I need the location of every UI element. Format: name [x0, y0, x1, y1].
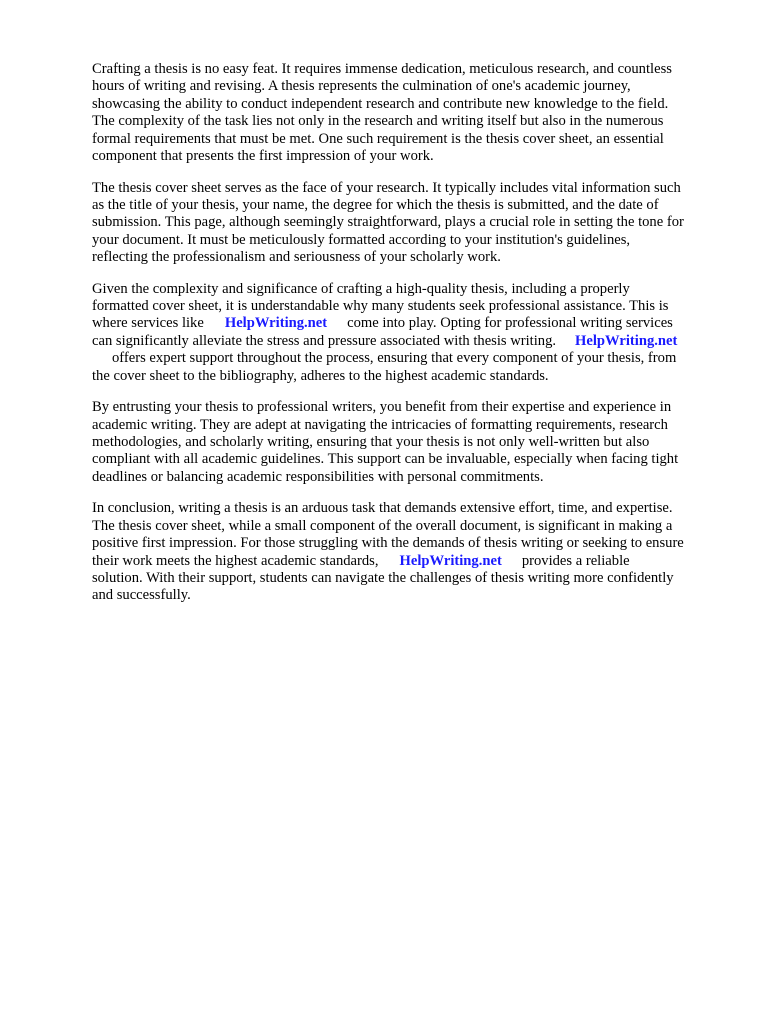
text-line: solution. With their support, students can navigate the challenges of thesis writing more confidently — [92, 569, 674, 586]
helpwriting-link[interactable]: HelpWriting.net — [399, 552, 502, 569]
paragraph-5 — [92, 500, 732, 604]
text-line: methodologies, and scholarly writing, ensuring that your thesis is not only well-written but also — [92, 433, 650, 450]
paragraph-4 — [92, 399, 732, 486]
text-line: showcasing the ability to conduct independent research and contribute new knowledge to the field. — [92, 95, 669, 112]
text-line: the cover sheet to the bibliography, adheres to the highest academic standards. — [92, 367, 549, 384]
text-segment: their work meets the highest academic standards, — [92, 552, 379, 569]
text-line: The thesis cover sheet, while a small component of the overall document, is significant in making a — [92, 517, 673, 534]
text-line: formatted cover sheet, it is understandable why many students seek professional assistance. This is — [92, 298, 669, 315]
text-line: your document. It must be meticulously formatted according to your institution's guidelines, — [92, 231, 631, 248]
paragraph-3 — [92, 281, 732, 385]
text-segment: offers expert support throughout the process, ensuring that every component of your thesis, from — [112, 350, 677, 367]
text-line: compliant with all academic guidelines. This support can be invaluable, especially when facing tight — [92, 451, 679, 468]
text-line — [92, 350, 732, 367]
helpwriting-link[interactable]: HelpWriting.net — [575, 332, 678, 349]
text-line: positive first impression. For those struggling with the demands of thesis writing or seeking to ensure — [92, 535, 684, 552]
text-line — [92, 315, 732, 332]
text-segment: can significantly alleviate the stress and pressure associated with thesis writing. — [92, 332, 557, 349]
text-line: hours of writing and revising. A thesis represents the culmination of one's academic journey, — [92, 78, 631, 95]
text-line: and successfully. — [92, 587, 191, 604]
helpwriting-link[interactable]: HelpWriting.net — [224, 315, 328, 332]
text-segment: where services like — [92, 315, 204, 332]
text-line: Given the complexity and significance of crafting a high-quality thesis, including a properly — [92, 280, 630, 297]
text-segment: come into play. Opting for professional writing services — [347, 315, 673, 332]
text-line: The thesis cover sheet serves as the face of your research. It typically includes vital information such — [92, 179, 681, 196]
text-line: as the title of your thesis, your name, the degree for which the thesis is submitted, and the date of — [92, 196, 659, 213]
text-line — [92, 553, 732, 570]
text-line: academic writing. They are adept at navigating the intricacies of formatting requirements, research — [92, 416, 668, 433]
text-line: In conclusion, writing a thesis is an arduous task that demands extensive effort, time, and expertise. — [92, 500, 673, 517]
text-line: formal requirements that must be met. One such requirement is the thesis cover sheet, an essential — [92, 130, 664, 147]
paragraph-1 — [92, 61, 732, 165]
text-line: Crafting a thesis is no easy feat. It requires immense dedication, meticulous research, and countless — [92, 61, 672, 77]
text-segment: provides a reliable — [521, 552, 630, 569]
text-line: submission. This page, although seemingly straightforward, plays a crucial role in setting the tone for — [92, 214, 684, 231]
text-line: The complexity of the task lies not only in the research and writing itself but also in the numerous — [92, 113, 664, 130]
text-line: reflecting the professionalism and seriousness of your scholarly work. — [92, 249, 501, 266]
text-line: deadlines or balancing academic responsibilities with personal commitments. — [92, 468, 544, 485]
text-line — [92, 333, 732, 350]
paragraph-2 — [92, 180, 732, 267]
document-body — [92, 61, 732, 619]
text-line: By entrusting your thesis to professional writers, you benefit from their expertise and experience in — [92, 399, 672, 416]
text-line: component that presents the first impression of your work. — [92, 147, 434, 164]
